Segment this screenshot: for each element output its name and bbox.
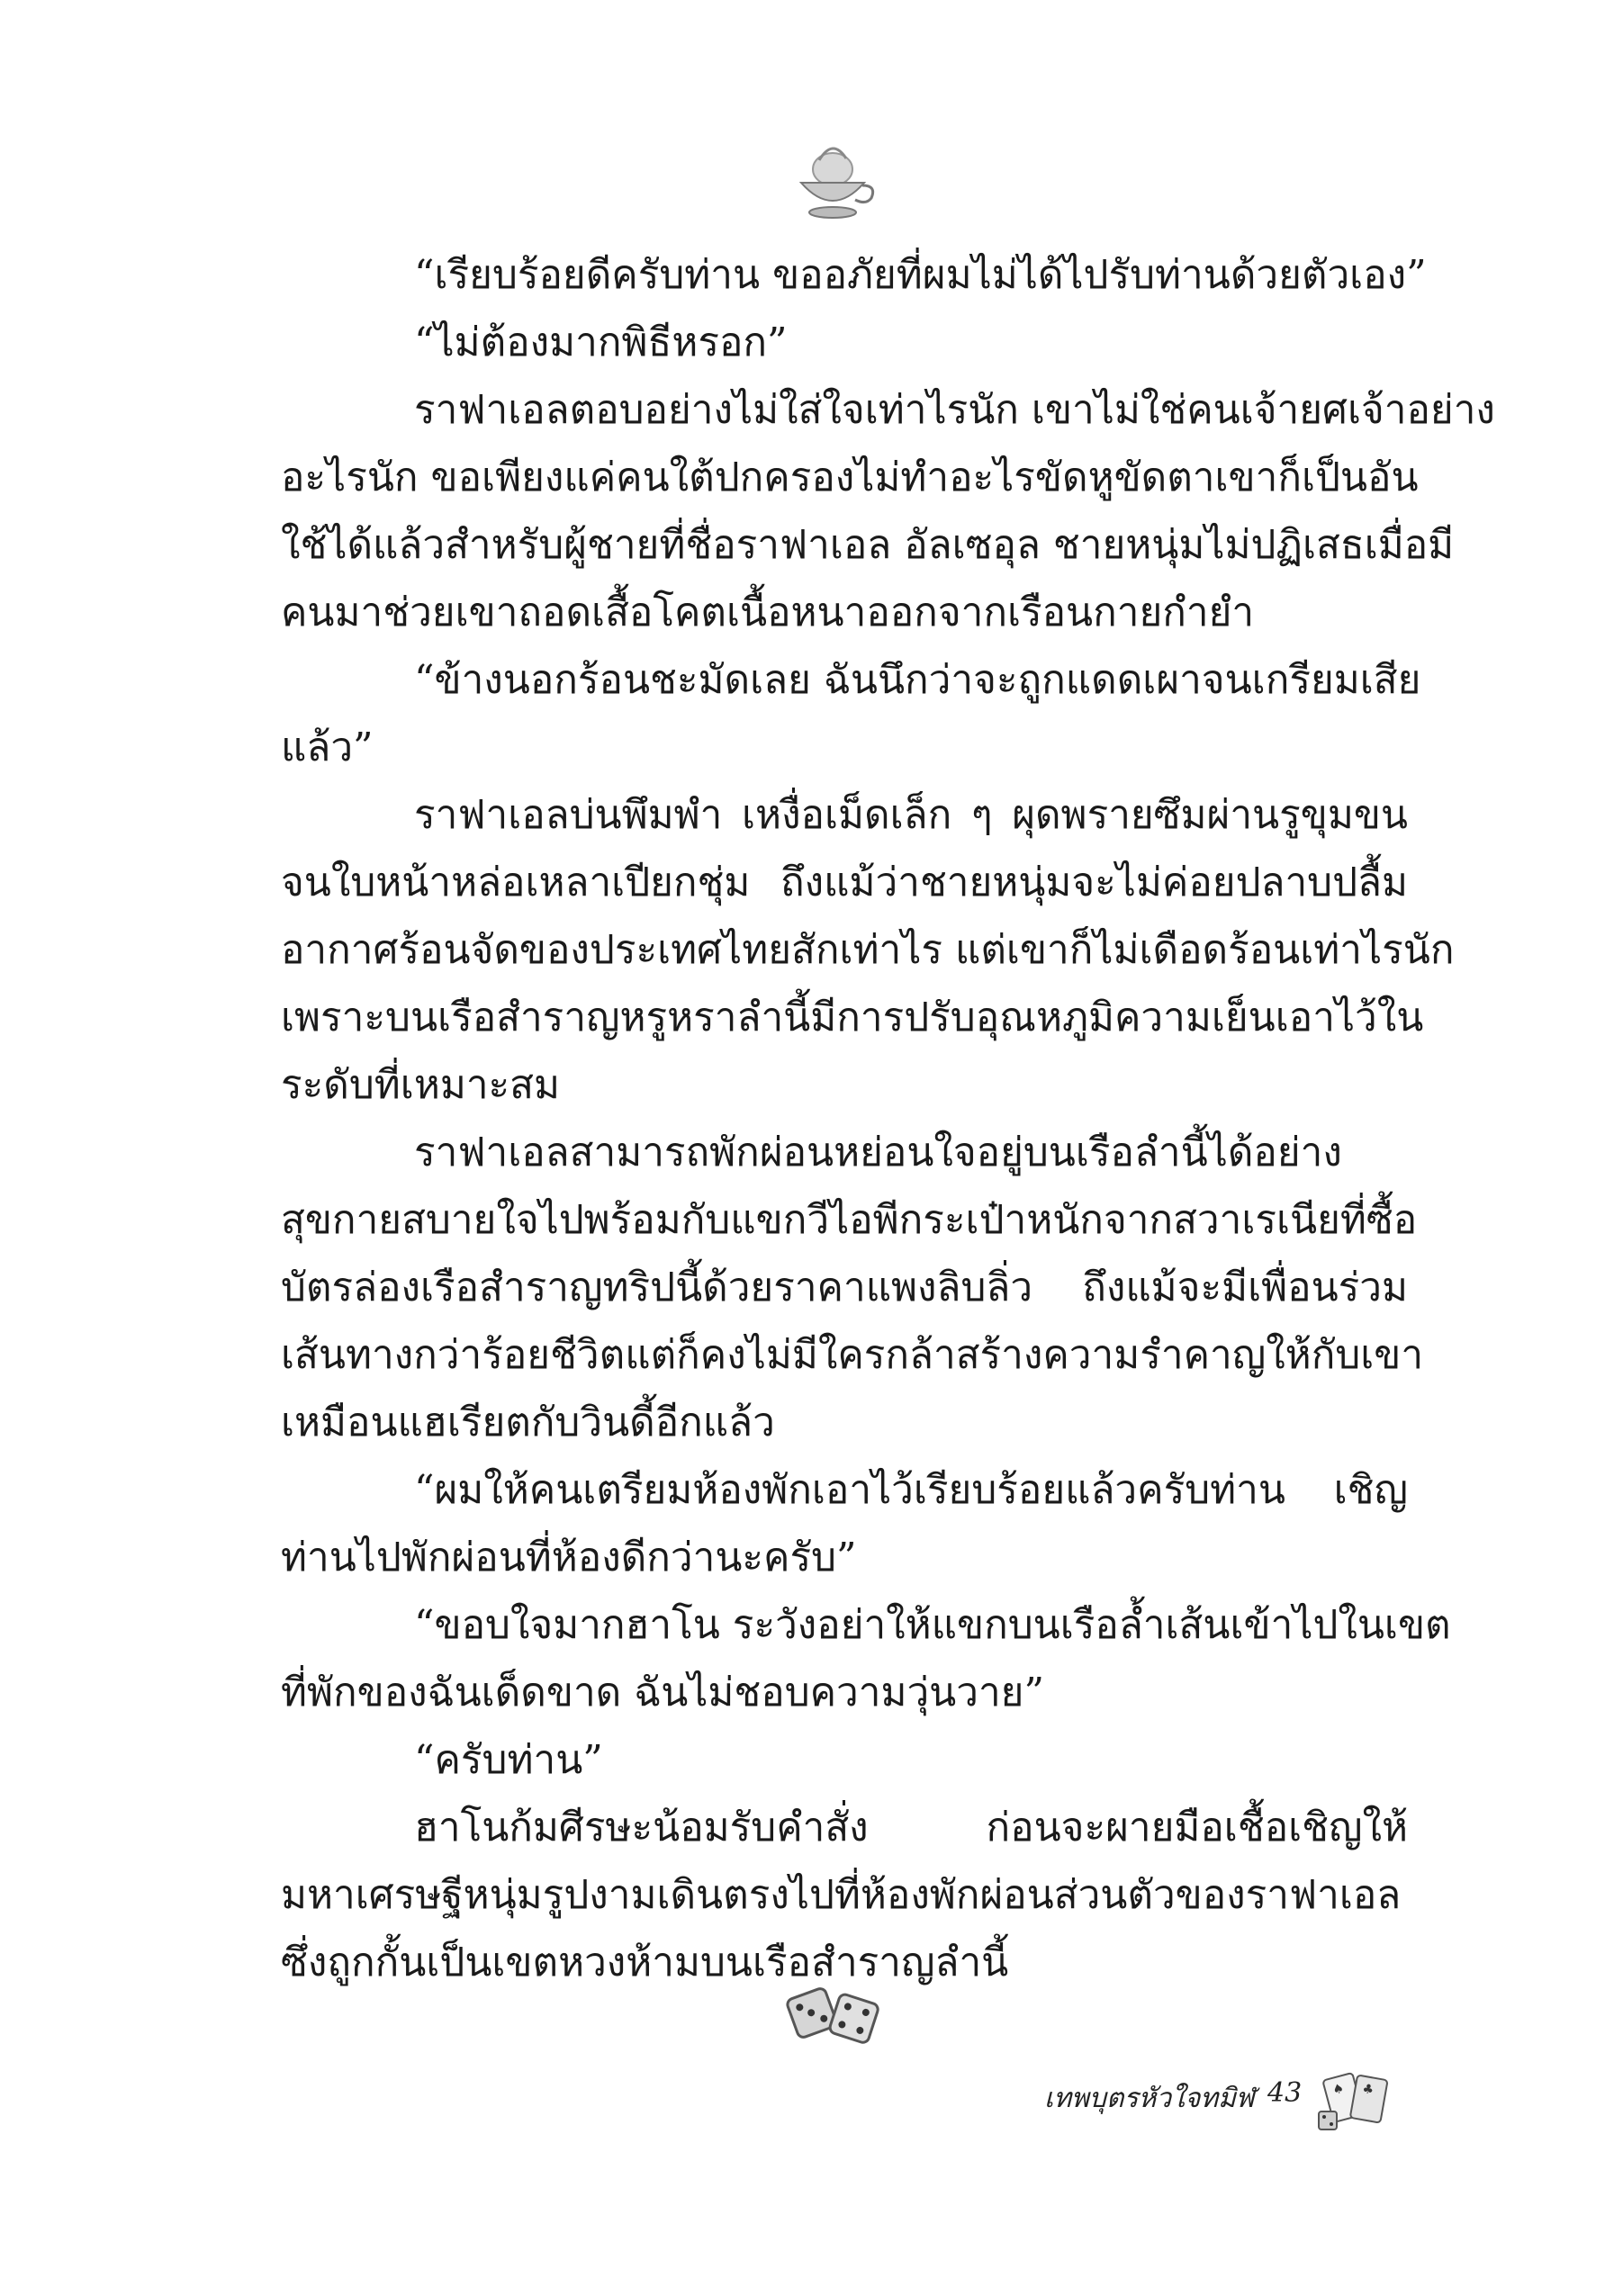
text-line: ท่านไปพักผ่อนที่ห้องดีกว่านะครับ” xyxy=(281,1535,857,1580)
text-line: สุขกายสบายใจไปพร้อมกับแขกวีไอพีกระเป๋าหนักจากสวาเรเนียที่ซื้อ xyxy=(281,1197,1418,1243)
text-line: ราฟาเอลตอบอย่างไม่ใส่ใจเท่าไรนัก เขาไม่ใช่คนเจ้ายศเจ้าอย่าง xyxy=(414,387,1495,433)
text-line: ซึ่งถูกกั้นเป็นเขตหวงห้ามบนเรือสำราญลำนี้ xyxy=(281,1940,1009,1985)
text-line: ที่พักของฉันเด็ดขาด ฉันไม่ชอบความวุ่นวาย” xyxy=(281,1670,1044,1715)
body-text xyxy=(281,241,1495,1996)
text-line: ราฟาเอลสามารถพักผ่อนหย่อนใจอยู่บนเรือลำนี้ได้อย่าง xyxy=(414,1130,1342,1175)
text-line: มหาเศรษฐีหนุ่มรูปงามเดินตรงไปที่ห้องพักผ่อนส่วนตัวของราฟาเอล xyxy=(281,1872,1402,1918)
text-line: “ข้างนอกร้อนชะมัดเลย ฉันนึกว่าจะถูกแดดเผาจนเกรียมเสีย xyxy=(414,657,1421,703)
text-line: เพราะบนเรือสำราญหรูหราลำนี้มีการปรับอุณหภูมิความเย็นเอาไว้ใน xyxy=(281,995,1424,1040)
svg-text:♣: ♣ xyxy=(1361,2081,1375,2098)
text-line: บัตรล่องเรือสำราญทริปนี้ด้วยราคาแพงลิบลิ่ว ถึงแม้จะมีเพื่อนร่วม xyxy=(281,1265,1408,1310)
text-line: “ขอบใจมากฮาโน ระวังอย่าให้แขกบนเรือล้ำเส้นเข้าไปในเขต xyxy=(414,1602,1451,1648)
dice-ornament-icon xyxy=(783,1978,882,2050)
text-line: ใช้ได้แล้วสำหรับผู้ชายที่ชื่อราฟาเอล อัลเซอุล ชายหนุ่มไม่ปฏิเสธเมื่อมี xyxy=(281,522,1455,568)
text-line: ราฟาเอลบ่นพึมพำ เหงื่อเม็ดเล็ก ๆ ผุดพรายซึมผ่านรูขุมขน xyxy=(414,792,1408,838)
text-line: ระดับที่เหมาะสม xyxy=(281,1062,561,1108)
page-footer xyxy=(1044,2068,1440,2131)
page-number: 43 xyxy=(1267,2077,1303,2109)
text-line: อากาศร้อนจัดของประเทศไทยสักเท่าไร แต่เขาก็ไม่เดือดร้อนเท่าไรนัก xyxy=(281,927,1455,973)
book-title: เทพบุตรหัวใจทมิฬ xyxy=(1044,2083,1255,2114)
svg-text:♠: ♠ xyxy=(1330,2081,1346,2098)
text-line: จนใบหน้าหล่อเหลาเปียกชุ่ม ถึงแม้ว่าชายหนุ่มจะไม่ค่อยปลาบปลื้ม xyxy=(281,860,1408,905)
text-line: “ครับท่าน” xyxy=(414,1737,603,1783)
text-line: “ไม่ต้องมากพิธีหรอก” xyxy=(414,320,788,365)
text-line: “ผมให้คนเตรียมห้องพักเอาไว้เรียบร้อยแล้วครับท่าน เชิญ xyxy=(414,1467,1408,1513)
text-line: “เรียบร้อยดีครับท่าน ขออภัยที่ผมไม่ได้ไปรับท่านด้วยตัวเอง” xyxy=(414,252,1427,298)
text-line: ฮาโนก้มศีรษะน้อมรับคำสั่ง ก่อนจะผายมือเชื้อเชิญให้ xyxy=(414,1805,1408,1850)
text-line: อะไรนัก ขอเพียงแค่คนใต้ปกครองไม่ทำอะไรขัดหูขัดตาเขาก็เป็นอัน xyxy=(281,455,1419,500)
playing-cards-dice-icon xyxy=(1310,2068,1409,2136)
text-line: เหมือนแฮเรียตกับวินดี้อีกแล้ว xyxy=(281,1400,775,1445)
text-line: เส้นทางกว่าร้อยชีวิตแต่ก็คงไม่มีใครกล้าสร้างความรำคาญให้กับเขา xyxy=(281,1332,1424,1378)
text-line: คนมาช่วยเขาถอดเสื้อโคตเนื้อหนาออกจากเรือนกายกำยำ xyxy=(281,590,1255,635)
text-line: แล้ว” xyxy=(281,725,374,770)
teacup-ornament-icon xyxy=(783,133,882,223)
